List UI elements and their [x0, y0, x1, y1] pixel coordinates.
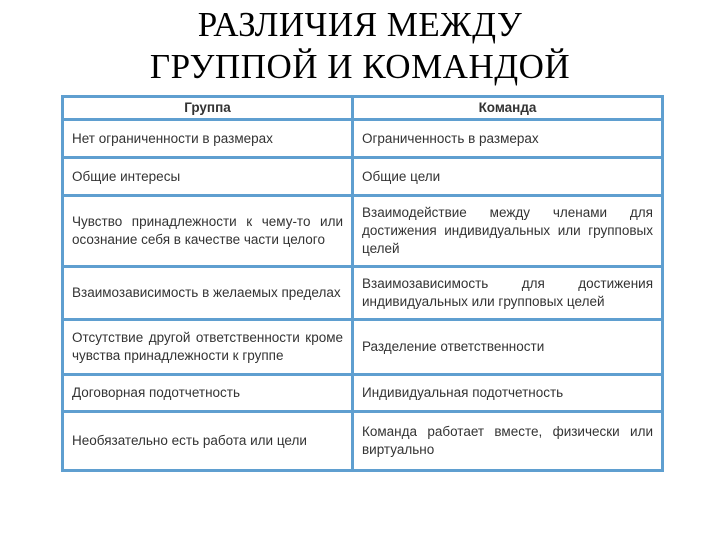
team-cell: Разделение ответственности	[353, 320, 663, 375]
table-row	[63, 375, 663, 412]
group-cell: Отсутствие другой ответственности кроме чувства принадлежности к группе	[63, 320, 353, 375]
header-group: Группа	[63, 97, 353, 120]
header-team: Команда	[353, 97, 663, 120]
table-row	[63, 196, 663, 267]
team-cell: Взаимодействие между членами для достижения индивидуальных или групповых целей	[353, 196, 663, 267]
team-cell: Общие цели	[353, 158, 663, 196]
table-row	[63, 120, 663, 158]
group-cell: Необязательно есть работа или цели	[63, 412, 353, 471]
slide-title-line-1: РАЗЛИЧИЯ МЕЖДУ	[197, 5, 523, 44]
group-cell: Общие интересы	[63, 158, 353, 196]
team-cell: Индивидуальная подотчетность	[353, 375, 663, 412]
table-header-row	[63, 97, 663, 120]
table-row	[63, 412, 663, 471]
table-row	[63, 267, 663, 320]
group-cell: Чувство принадлежности к чему-то или осознание себя в качестве части целого	[63, 196, 353, 267]
table-row	[63, 320, 663, 375]
team-cell: Ограниченность в размерах	[353, 120, 663, 158]
table-row	[63, 158, 663, 196]
slide-title	[0, 4, 720, 88]
team-cell: Взаимозависимость для достижения индивидуальных или групповых целей	[353, 267, 663, 320]
group-cell: Взаимозависимость в желаемых пределах	[63, 267, 353, 320]
team-cell: Команда работает вместе, физически или виртуально	[353, 412, 663, 471]
slide-title-line-2: ГРУППОЙ И КОМАНДОЙ	[149, 47, 571, 86]
comparison-table	[61, 95, 664, 472]
group-cell: Договорная подотчетность	[63, 375, 353, 412]
group-cell: Нет ограниченности в размерах	[63, 120, 353, 158]
